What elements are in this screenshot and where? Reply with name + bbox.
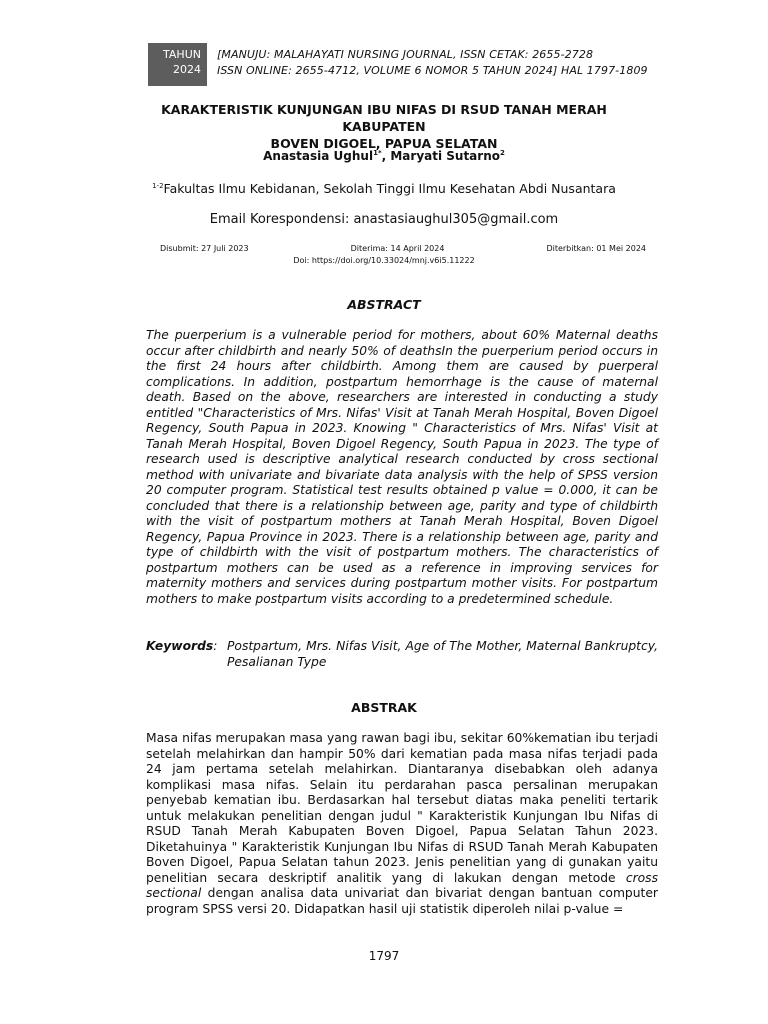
keywords-label: Keywords xyxy=(146,639,214,653)
page-number: 1797 xyxy=(368,949,400,963)
author-1: Anastasia Ughul xyxy=(263,149,374,163)
year-value: 2024 xyxy=(173,63,201,76)
author-separator: , xyxy=(381,149,391,163)
abstrak-heading: ABSTRAK xyxy=(351,700,417,715)
affiliation-marker: 1-2 xyxy=(152,181,164,190)
abstrak-body xyxy=(146,731,658,917)
journal-line-2: ISSN ONLINE: 2655-4712, VOLUME 6 NOMOR 5 TAHUN 2024] HAL 1797-1809 xyxy=(217,64,648,77)
date-accepted: Diterima: 14 April 2024 xyxy=(350,244,445,253)
affiliation xyxy=(120,181,648,196)
abstrak-italic-term: cross sectional xyxy=(146,870,658,900)
journal-info xyxy=(217,47,648,79)
authors xyxy=(120,149,648,163)
author-2: Maryati Sutarno xyxy=(390,149,500,163)
article-dates xyxy=(160,244,646,253)
author-1-marker: 1* xyxy=(373,149,382,157)
abstract-heading: ABSTRACT xyxy=(347,297,421,312)
abstrak-text-2: dengan analisa data univariat dan bivariat dengan bantuan computer program SPSS versi 20. Didapatkan hasil uji statistik diperoleh nilai p-value = xyxy=(146,886,658,916)
article-title xyxy=(120,101,648,152)
journal-line-1: [MANUJU: MALAHAYATI NURSING JOURNAL, ISSN CETAK: 2655-2728 xyxy=(217,48,594,61)
keywords xyxy=(146,639,658,670)
abstrak-text-1: Masa nifas merupakan masa yang rawan bagi ibu, sekitar 60%kematian ibu terjadi setelah melahirkan dan hampir 50% dari kematian pada masa nifas terjadi pada 24 jam pertama setelah melahirkan. Diantaranya disebabkan oleh adanya komplikasi masa nifas. Selain itu perdarahan pasca persalinan merupakan penyebab kematian ibu. Berdasarkan hal tersebut diatas maka peneliti tertarik untuk melakukan penelitian dengan judul " Karakteristik Kunjungan Ibu Nifas di RSUD Tanah Merah Kabupaten Boven Digoel, Papua Selatan Tahun 2023. Diketahuinya " Karakteristik Kunjungan Ibu Nifas di RSUD Tanah Merah Kabupaten Boven Digoel, Papua Selatan tahun 2023. Jenis penelitian yang di gunakan yaitu penelitian secara deskriptif analitik yang di lakukan dengan metode xyxy=(146,731,658,885)
author-2-marker: 2 xyxy=(500,149,505,157)
keywords-label-group xyxy=(146,639,227,670)
doi-link[interactable]: Doi: https://doi.org/10.33024/mnj.v6i5.11222 xyxy=(293,256,475,265)
keywords-text: Postpartum, Mrs. Nifas Visit, Age of The Mother, Maternal Bankruptcy, Pesalianan Type xyxy=(227,639,658,669)
title-line-1: KARAKTERISTIK KUNJUNGAN IBU NIFAS DI RSUD TANAH MERAH KABUPATEN xyxy=(161,102,607,134)
year-label: TAHUN xyxy=(163,48,201,61)
year-badge xyxy=(148,43,207,86)
date-published: Diterbitkan: 01 Mei 2024 xyxy=(546,244,646,253)
abstract-body: The puerperium is a vulnerable period for mothers, about 60% Maternal deaths occur after childbirth and nearly 50% of deathsIn the puerperium period occurs in the first 24 hours after childbirth. Among them are caused by puerperal complications. In addition, postpartum hemorrhage is the cause of maternal death. Based on the above, researchers are interested in conducting a study entitled "Characteristics of Mrs. Nifas' Visit at Tanah Merah Hospital, Boven Digoel Regency, South Papua in 2023. Knowing " Characteristics of Mrs. Nifas' Visit at Tanah Merah Hospital, Boven Digoel Regency, South Papua in 2023. The type of research used is descriptive analytical research conducted by cross sectional method with univariate and bivariate data analysis with the help of SPSS version 20 computer program. Statistical test results obtained p value = 0.000, it can be concluded that there is a relationship between age, parity and type of childbirth with the visit of postpartum mothers at Tanah Merah Hospital, Boven Digoel Regency, Papua Province in 2023. There is a relationship between age, parity and type of childbirth with the visit of postpartum mothers. The characteristics of postpartum mothers can be used as a reference in improving services for maternity mothers and services during postpartum mother visits. For postpartum mothers to make postpartum visits according to a predetermined schedule. xyxy=(146,328,658,606)
affiliation-text: Fakultas Ilmu Kebidanan, Sekolah Tinggi Ilmu Kesehatan Abdi Nusantara xyxy=(163,181,616,196)
keywords-colon: : xyxy=(213,639,218,653)
title-line-2: BOVEN DIGOEL, PAPUA SELATAN xyxy=(270,136,498,151)
correspondence-email: Email Korespondensi: anastasiaughul305@gmail.com xyxy=(209,212,559,227)
date-submitted: Disubmit: 27 Juli 2023 xyxy=(160,244,249,253)
